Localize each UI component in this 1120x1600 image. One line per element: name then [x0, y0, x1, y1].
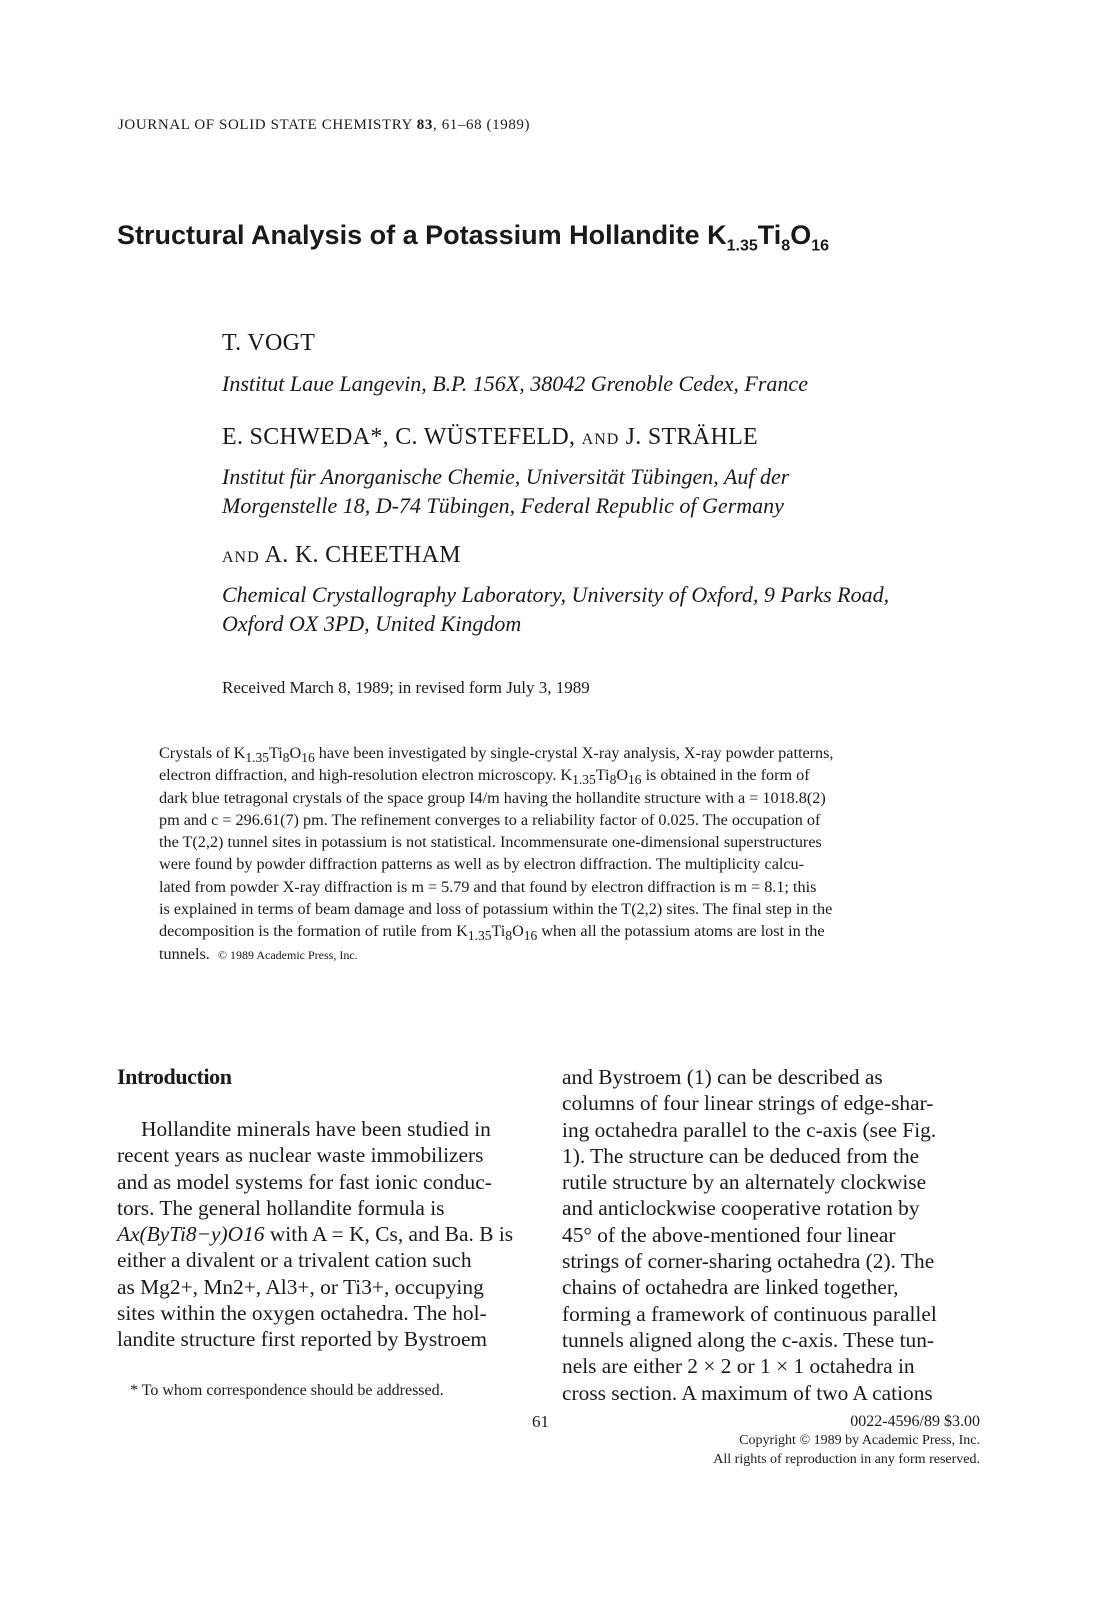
received-dates: Received March 8, 1989; in revised form July 3, 1989 [222, 678, 590, 697]
journal-name: JOURNAL OF SOLID STATE CHEMISTRY [118, 117, 413, 133]
publisher-info [713, 1412, 980, 1469]
author-schweda-group: E. SCHWEDA*, C. WÜSTEFELD, AND J. STRÄHLE [222, 424, 758, 450]
affiliation-grenoble: Institut Laue Langevin, B.P. 156X, 38042 Grenoble Cedex, France [222, 371, 808, 396]
intro-left-column: Hollandite minerals have been studied in recent years as nuclear waste immobilizers and as model systems for fast ionic conduc- tors. The general hollandite formula is Ax(ByTi8−y)O16 with A = K, Cs, and Ba. B is either a divalent or a trivalent cation such as Mg2+, Mn2+, Al3+, or Ti3+, occupying sites within the oxygen octahedra. The hol- landite structure first reported by Bystroem [117, 1117, 514, 1352]
intro-right-column: and Bystroem (1) can be described as columns of four linear strings of edge-shar- ing octahedra parallel to the c-axis (see Fig. 1). The structure can be deduced from the rutile structure by an alternately clockwise and anticlockwise cooperative rotation by 45° of the above-mentioned four linear strings of corner-sharing octahedra (2). The chains of octahedra are linked together, forming a framework of continuous parallel tunnels aligned along the c-axis. These tun- nels are either 2 × 2 or 1 × 1 octahedra in cross section. A maximum of two A cations [562, 1065, 937, 1405]
affiliation-tuebingen: Institut für Anorganische Chemie, Universität Tübingen, Auf der Morgenstelle 18, D-74 Tübingen, Federal Republic of Germany [222, 464, 790, 518]
journal-header: JOURNAL OF SOLID STATE CHEMISTRY 83, 61–68 (1989) [118, 117, 531, 133]
journal-volume: 83 [416, 117, 433, 133]
author-cheetham: AND A. K. CHEETHAM [222, 542, 461, 568]
footnote: * To whom correspondence should be addressed. [130, 1382, 444, 1399]
journal-pages: 61–68 (1989) [441, 117, 531, 133]
page-number: 61 [532, 1412, 549, 1431]
abstract: Crystals of $K_{1.35}Ti_8O_{16}$ have been investigated by single-crystal X-ray analysis, X-ray powder patterns, electron diffraction, and high-resolution electron microscopy. $K_{1.35}Ti_8O_{16}$ is obtained in the form of dark blue tetragonal crystals of the space group I4/m having the hollandite structure with a = 1018.8(2) pm and c = 296.61(7) pm. The refinement converges to a reliability factor of 0.025. The occupation of the T(2,2) tunnel sites in potassium is not statistical. Incommensurate one-dimensional superstructures were found by powder diffraction patterns as well as by electron diffraction. The multiplicity calcu- lated from powder X-ray diffraction is m = 5.79 and that found by electron diffraction is m = 8.1; this is explained in terms of beam damage and loss of potassium within the T(2,2) sites. The final step in the decomposition is the formation of rutile from $K_{1.35}Ti_8O_{16}$ when all the potassium atoms are lost in the tunnels. © 1989 Academic Press, Inc. [159, 744, 834, 963]
rights-statement: All rights of reproduction in any form reserved. [713, 1452, 980, 1467]
paper-title: Structural Analysis of a Potassium Hollandite $K_{1.35}Ti_8O_{16}$ [117, 220, 830, 255]
section-heading-introduction: Introduction [117, 1064, 232, 1089]
author-vogt: T. VOGT [222, 330, 316, 356]
abstract-copyright: © 1989 Academic Press, Inc. [217, 947, 358, 962]
affiliation-oxford: Chemical Crystallography Laboratory, University of Oxford, 9 Parks Road, Oxford OX 3PD, United Kingdom [222, 582, 890, 636]
article-code: 0022-4596/89 $3.00 [850, 1413, 980, 1430]
publisher-copyright: Copyright © 1989 by Academic Press, Inc. [739, 1433, 980, 1448]
general-formula: Ax(ByTi8−y)O16 [117, 1222, 265, 1247]
